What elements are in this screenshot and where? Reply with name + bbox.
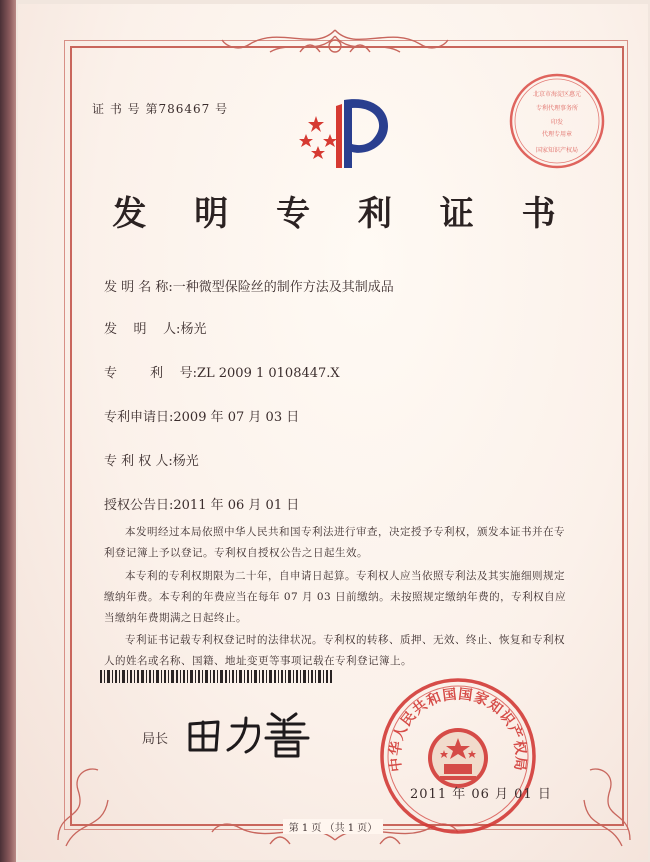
invention-name-label: 发 明 名 称: — [104, 280, 173, 295]
agency-seal — [502, 66, 612, 176]
inventor-label: 发 明 人: — [104, 322, 181, 337]
patentee-label: 专 利 权 人: — [104, 454, 173, 469]
field-patent-number — [104, 362, 340, 381]
paragraph-grant: 本发明经过本局依照中华人民共和国专利法进行审查，决定授予专利权，颁发本证书并在专利登记簿上予以登记。专利权自授权公告之日起生效。 — [104, 526, 565, 559]
patent-number-label: 专 利 号: — [104, 366, 197, 381]
certificate-title: 发 明 专 利 证 书 — [112, 194, 574, 234]
star-icons — [299, 116, 337, 159]
field-grant-date — [104, 494, 299, 513]
patentee-value: 杨光 — [172, 454, 199, 469]
paragraph-term: 本专利的专利权期限为二十年，自申请日起算。专利权人应当依照专利法及其实施细则规定缴纳年费。本专利的年费应当在每年 07 月 03 日前缴纳。未按照规定缴纳年费的，专利权自应当缴纳年费期满之日起终止。 — [104, 570, 567, 624]
field-filing-date — [104, 406, 299, 425]
right-ornament — [580, 760, 640, 850]
field-patentee — [104, 450, 199, 469]
grant-date-value: 2011 年 06 月 01 日 — [173, 498, 300, 513]
top-ornament — [220, 22, 450, 66]
paragraph-legal-status: 专利证书记载专利权登记时的法律状况。专利权的转移、质押、无效、终止、恢复和专利权人的姓名或名称、国籍、地址变更等事项记载在专利登记簿上。 — [104, 634, 565, 667]
left-ornament — [48, 760, 118, 850]
field-inventor — [104, 318, 206, 337]
page-number — [0, 819, 650, 834]
svg-text:中华人民共和国国家知识产权局: 中华人民共和国国家知识产权局 — [387, 686, 529, 773]
binding-strip — [0, 0, 16, 862]
svg-text:专利代理事务所: 专利代理事务所 — [535, 105, 579, 112]
certificate-number: 证 书 号 第786467 号 — [92, 102, 229, 116]
national-ip-office-seal — [378, 676, 538, 836]
svg-text:国家知识产权局: 国家知识产权局 — [535, 147, 579, 154]
director-signature — [184, 706, 314, 758]
barcode — [100, 670, 332, 683]
seal-date: 2011 年 06 月 01 日 — [410, 787, 552, 802]
director-label: 局长 — [142, 732, 169, 747]
field-invention-name — [104, 276, 394, 295]
patent-number-value: ZL 2009 1 0108447.X — [196, 366, 340, 381]
filing-date-label: 专利申请日: — [104, 410, 174, 425]
svg-text:北京市海淀区惠元: 北京市海淀区惠元 — [532, 91, 582, 98]
page-number-label: 第 1 页 （共 1 页） — [283, 819, 384, 834]
invention-name-value: 一种微型保险丝的制作方法及其制成品 — [172, 280, 394, 295]
svg-text:代理专用章: 代理专用章 — [541, 131, 573, 138]
inventor-value: 杨光 — [180, 322, 207, 337]
svg-text:印发: 印发 — [550, 119, 564, 126]
patent-office-logo — [296, 94, 392, 174]
filing-date-value: 2009 年 07 月 03 日 — [173, 410, 300, 425]
national-emblem-icon — [428, 728, 488, 788]
grant-date-label: 授权公告日: — [104, 498, 174, 513]
